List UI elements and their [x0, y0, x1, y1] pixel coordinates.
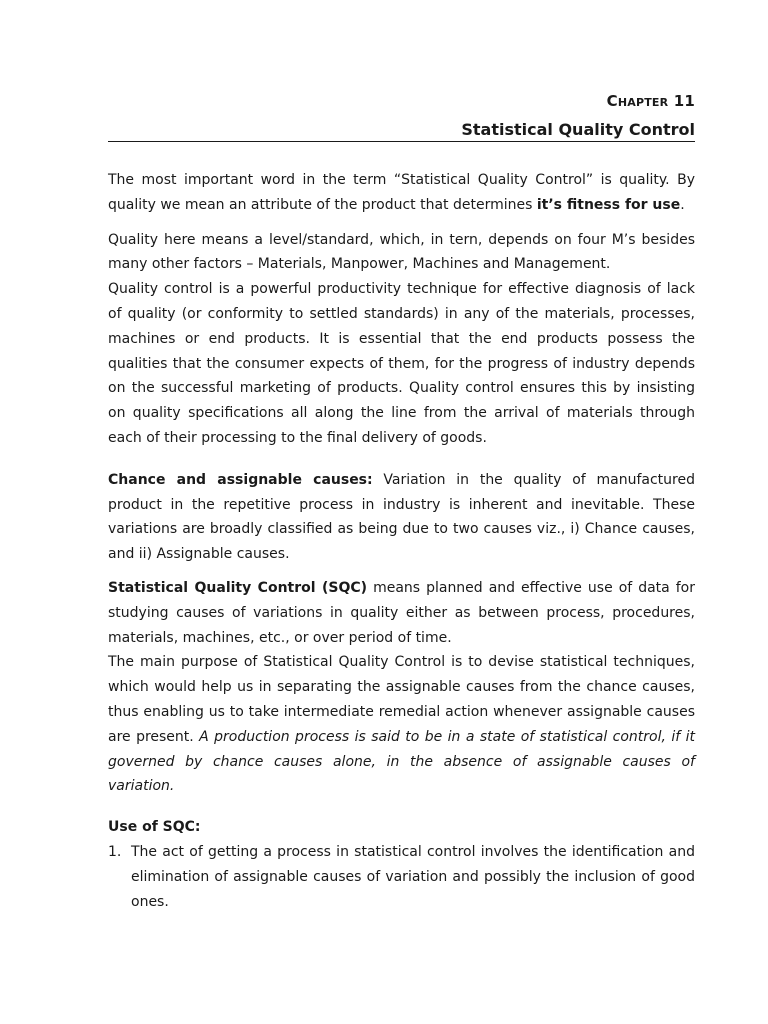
chapter-title: Statistical Quality Control — [461, 120, 695, 139]
paragraph-quality-control: Quality control is a powerful productivity technique for effective diagnosis of lack of quality (or conformity to settled standards) in any of the materials, processes, machines or end products. It is essential that the end products possess the qualities that the consumer expects of them, for the progress of industry depends on the successful marketing of products. Quality control ensures this by insisting on quality specifications all along the line from the arrival of materials through each of their processing to the final delivery of goods. — [108, 281, 695, 446]
paragraph-sqc-purpose — [108, 650, 695, 799]
paragraph-definition — [108, 168, 695, 218]
paragraph-sqc-definition — [108, 576, 695, 650]
document-body — [108, 168, 695, 914]
paragraph-text: . — [680, 196, 685, 213]
section-heading-use-of-sqc — [108, 815, 695, 840]
paragraph-text: The most important word in the term “Statistical Quality Control” is quality. By quality we mean an attribute of the product that determines — [108, 172, 695, 213]
list-item — [108, 840, 695, 914]
bold-heading: Chance and assignable causes: — [108, 471, 373, 488]
section-heading-text: Use of SQC: — [108, 819, 201, 836]
italic-phrase: A production process is said to be in a state of statistical control, if it governed by chance causes alone, in the absence of assignable causes of variation. — [108, 728, 695, 795]
list-item-text: The act of getting a process in statistical control involves the identification and elimination of assignable causes of variation and possibly the inclusion of good ones. — [131, 843, 695, 910]
paragraph-text: means planned and effective use of data for studying causes of variations in quality either as between process, procedures, materials, machines, etc., or over period of time. — [108, 579, 695, 646]
paragraph-chance-causes — [108, 468, 695, 567]
chapter-label: Chapter 11 — [606, 92, 695, 110]
bold-heading: Statistical Quality Control (SQC) — [108, 579, 368, 596]
paragraph-text: Variation in the quality of manufactured product in the repetitive process in industry is inherent and inevitable. These variations are broadly classified as being due to two causes viz., i) Chance causes, and ii) Assignable causes. — [108, 471, 695, 563]
bold-phrase: it’s fitness for use — [536, 196, 681, 213]
paragraph-text: The main purpose of Statistical Quality Control is to devise statistical techniques, which would help us in separating the assignable causes from the chance causes, thus enabling us to take intermediate remedial action whenever assignable causes are present. — [108, 654, 695, 745]
list-item-number: 1. — [108, 843, 122, 860]
use-of-sqc-list — [108, 840, 695, 914]
title-rule — [108, 141, 695, 142]
paragraph-quality-meaning: Quality here means a level/standard, which, in tern, depends on four M’s besides many other factors – Materials, Manpower, Machines and Management. — [108, 231, 695, 273]
